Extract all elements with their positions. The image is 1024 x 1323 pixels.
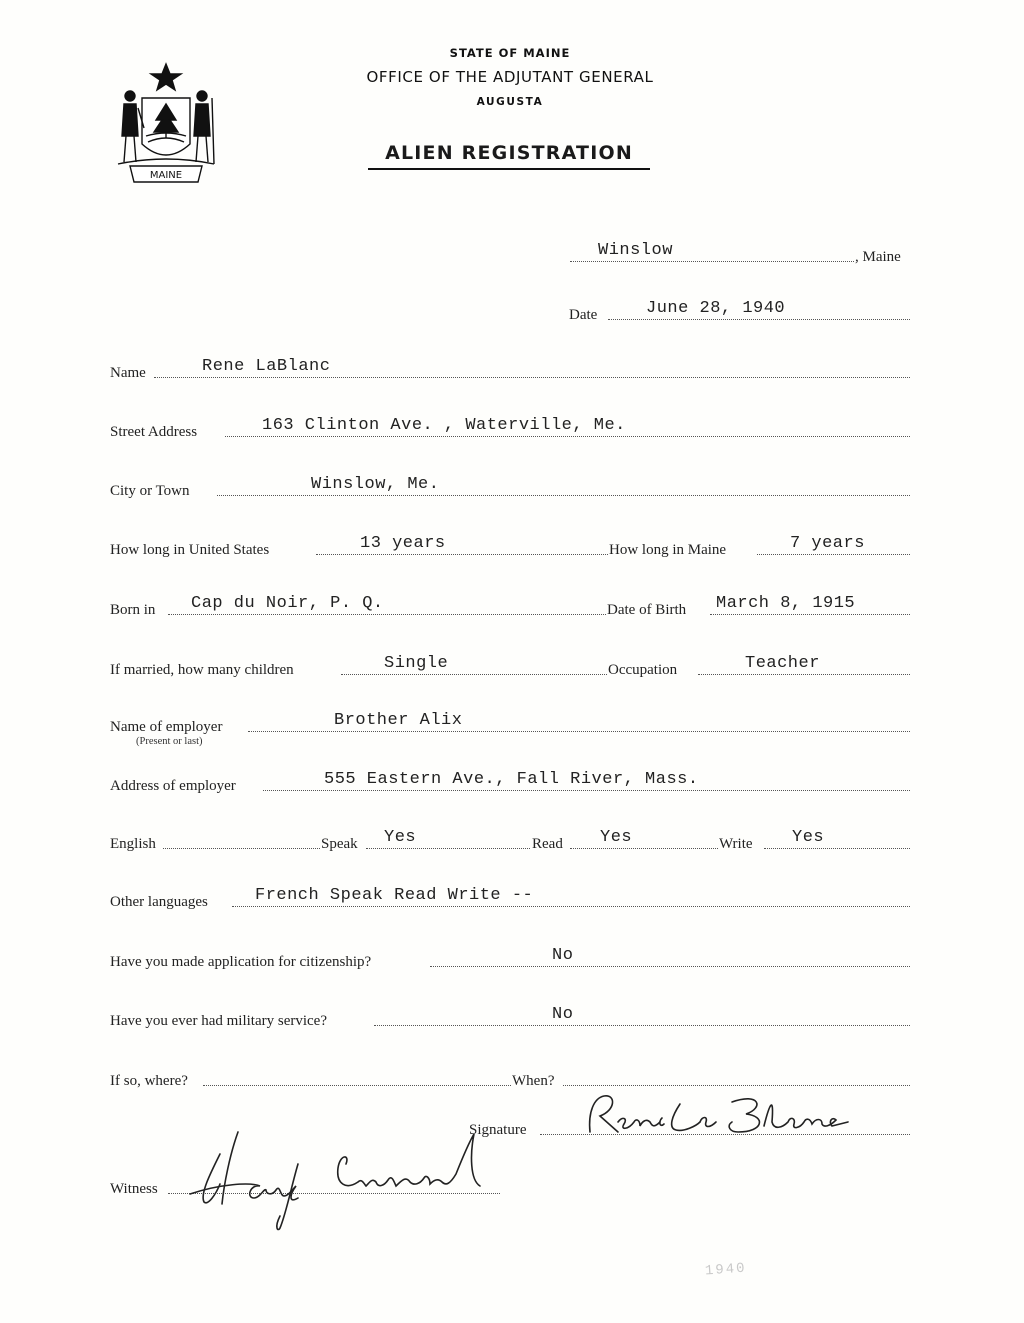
date-dots: [608, 319, 910, 320]
how-long-maine-dots: [757, 554, 910, 555]
name-value[interactable]: Rene LaBlanc: [202, 357, 331, 376]
employer-address-label: Address of employer: [110, 778, 236, 794]
children-row: [0, 649, 1024, 679]
how-long-us-label: How long in United States: [110, 542, 270, 558]
citizenship-dots: [430, 966, 910, 967]
place-row: [0, 236, 1024, 266]
signature-handwriting: [560, 1082, 860, 1152]
street-value[interactable]: 163 Clinton Ave. , Waterville, Me.: [262, 416, 626, 435]
speak-dots: [366, 848, 530, 849]
place-suffix: , Maine: [855, 249, 901, 265]
dob-dots: [710, 614, 910, 615]
state-heading: STATE OF MAINE: [449, 46, 571, 60]
residence-row: [0, 529, 1024, 559]
other-languages-label: Other languages: [110, 894, 208, 910]
city-row: [0, 470, 1024, 500]
english-label: English: [110, 836, 156, 852]
occupation-dots: [698, 674, 910, 675]
born-in-value[interactable]: Cap du Noir, P. Q.: [191, 594, 384, 613]
name-label: Name: [110, 365, 146, 381]
where-label: If so, where?: [110, 1073, 188, 1089]
street-dots: [225, 436, 910, 437]
office-heading: OFFICE OF THE ADJUTANT GENERAL: [366, 68, 654, 86]
date-row: [0, 294, 1024, 324]
occupation-label: Occupation: [608, 662, 678, 678]
name-row: [0, 352, 1024, 382]
maine-state-seal-icon: [108, 58, 224, 186]
city-value[interactable]: Winslow, Me.: [311, 475, 440, 494]
military-value[interactable]: No: [552, 1005, 574, 1024]
english-dots: [163, 848, 320, 849]
svg-text:MAINE: MAINE: [149, 170, 183, 181]
born-in-dots: [168, 614, 606, 615]
write-dots: [764, 848, 910, 849]
employer-address-row: [0, 765, 1024, 795]
city-heading: AUGUSTA: [476, 96, 544, 108]
city-dots: [217, 495, 910, 496]
other-languages-dots: [232, 906, 910, 907]
citizenship-row: [0, 941, 1024, 971]
how-long-us-value[interactable]: 13 years: [360, 534, 446, 553]
read-dots: [570, 848, 718, 849]
write-value[interactable]: Yes: [792, 828, 825, 847]
employer-value[interactable]: Brother Alix: [334, 711, 463, 730]
place-dots: [570, 261, 854, 262]
other-languages-value[interactable]: French Speak Read Write --: [255, 886, 534, 905]
children-label: If married, how many children: [110, 662, 294, 678]
employer-address-dots: [263, 790, 910, 791]
place-value[interactable]: Winslow: [598, 241, 673, 260]
witness-row: [0, 1168, 1024, 1198]
citizenship-value[interactable]: No: [552, 946, 574, 965]
archive-stamp: 1940: [704, 1260, 748, 1280]
name-dots: [154, 377, 910, 378]
signature-row: [0, 1109, 1024, 1139]
signature-label: Signature: [469, 1122, 527, 1138]
when-label: When?: [512, 1073, 555, 1089]
citizenship-label: Have you made application for citizenship?: [110, 954, 372, 970]
military-row: [0, 1000, 1024, 1030]
service-where-row: [0, 1060, 1024, 1090]
form-title: ALIEN REGISTRATION: [368, 142, 650, 170]
military-dots: [374, 1025, 910, 1026]
dob-value[interactable]: March 8, 1915: [716, 594, 856, 613]
speak-label: Speak: [321, 836, 358, 852]
employer-sublabel: (Present or last): [136, 736, 203, 747]
english-row: [0, 823, 1024, 853]
children-dots: [341, 674, 607, 675]
birth-row: [0, 589, 1024, 619]
speak-value[interactable]: Yes: [384, 828, 417, 847]
write-label: Write: [719, 836, 753, 852]
witness-signature-handwriting: [180, 1124, 510, 1234]
occupation-value[interactable]: Teacher: [745, 654, 820, 673]
born-in-label: Born in: [110, 602, 156, 618]
street-row: [0, 411, 1024, 441]
employer-label: Name of employer: [110, 719, 223, 735]
witness-label: Witness: [110, 1181, 158, 1197]
how-long-us-dots: [316, 554, 608, 555]
dob-label: Date of Birth: [607, 602, 687, 618]
city-label: City or Town: [110, 483, 190, 499]
how-long-maine-label: How long in Maine: [609, 542, 727, 558]
children-value[interactable]: Single: [384, 654, 449, 673]
military-label: Have you ever had military service?: [110, 1013, 327, 1029]
read-value[interactable]: Yes: [600, 828, 633, 847]
date-value[interactable]: June 28, 1940: [646, 299, 786, 318]
employer-address-value[interactable]: 555 Eastern Ave., Fall River, Mass.: [324, 770, 699, 789]
street-label: Street Address: [110, 424, 198, 440]
other-languages-row: [0, 881, 1024, 911]
employer-dots: [248, 731, 910, 732]
read-label: Read: [532, 836, 563, 852]
employer-row: [0, 706, 1024, 747]
how-long-maine-value[interactable]: 7 years: [790, 534, 865, 553]
date-label: Date: [569, 307, 598, 323]
where-dots: [203, 1085, 511, 1086]
